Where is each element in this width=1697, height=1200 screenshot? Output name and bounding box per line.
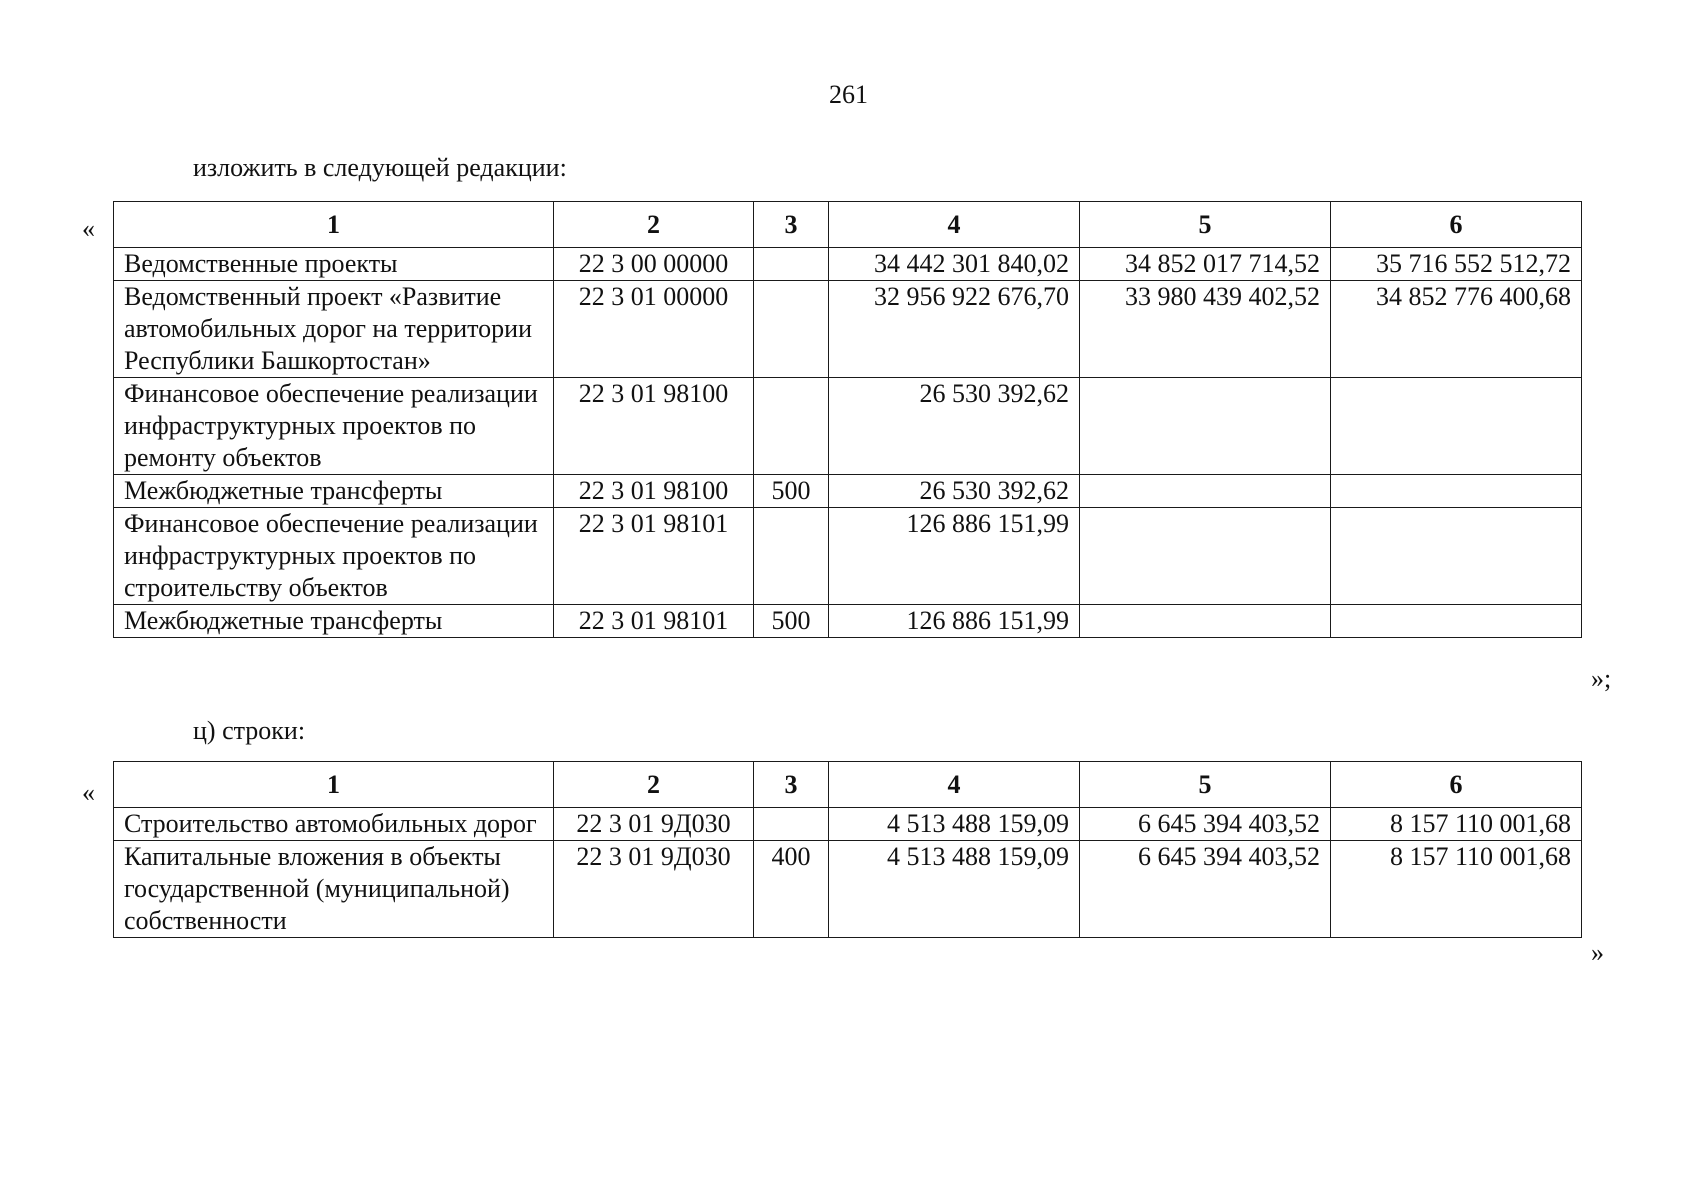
closing-quote-2: » xyxy=(1591,938,1604,967)
row-name: Финансовое обеспечение реализации инфраструктурных проектов по строительству объектов xyxy=(114,508,554,605)
row-value-4: 126 886 151,99 xyxy=(829,508,1080,605)
row-kind: 500 xyxy=(754,605,829,638)
row-code: 22 3 01 98101 xyxy=(554,605,754,638)
budget-table-1 xyxy=(113,201,1582,638)
intro-text-1: изложить в следующей редакции: xyxy=(193,153,567,182)
row-value-5: 6 645 394 403,52 xyxy=(1080,841,1331,938)
row-value-5: 34 852 017 714,52 xyxy=(1080,248,1331,281)
row-value-6 xyxy=(1331,378,1582,475)
row-value-4: 34 442 301 840,02 xyxy=(829,248,1080,281)
row-value-5: 6 645 394 403,52 xyxy=(1080,808,1331,841)
row-name: Финансовое обеспечение реализации инфраструктурных проектов по ремонту объектов xyxy=(114,378,554,475)
row-value-4: 32 956 922 676,70 xyxy=(829,281,1080,378)
row-value-6: 8 157 110 001,68 xyxy=(1331,841,1582,938)
budget-table-2 xyxy=(113,761,1582,938)
row-code: 22 3 01 9Д030 xyxy=(554,808,754,841)
column-header-3: 3 xyxy=(754,202,829,248)
table-row xyxy=(114,378,1582,475)
opening-quote-1: « xyxy=(82,214,95,243)
row-value-6 xyxy=(1331,605,1582,638)
row-value-6 xyxy=(1331,508,1582,605)
row-kind xyxy=(754,508,829,605)
column-header-6: 6 xyxy=(1331,202,1582,248)
column-header-4: 4 xyxy=(829,202,1080,248)
column-header-1: 1 xyxy=(114,762,554,808)
intro-text-2: ц) строки: xyxy=(193,716,306,745)
row-name: Ведомственные проекты xyxy=(114,248,554,281)
row-value-4: 4 513 488 159,09 xyxy=(829,808,1080,841)
column-header-3: 3 xyxy=(754,762,829,808)
table-row xyxy=(114,605,1582,638)
row-name: Капитальные вложения в объекты государственной (муниципальной) собственности xyxy=(114,841,554,938)
table-row xyxy=(114,281,1582,378)
table-row xyxy=(114,508,1582,605)
opening-quote-2: « xyxy=(82,778,95,807)
table-row xyxy=(114,475,1582,508)
row-kind xyxy=(754,808,829,841)
row-code: 22 3 00 00000 xyxy=(554,248,754,281)
row-value-6: 34 852 776 400,68 xyxy=(1331,281,1582,378)
table-row xyxy=(114,808,1582,841)
row-value-6: 8 157 110 001,68 xyxy=(1331,808,1582,841)
row-value-4: 26 530 392,62 xyxy=(829,378,1080,475)
row-kind: 500 xyxy=(754,475,829,508)
table-header-row xyxy=(114,762,1582,808)
row-name: Строительство автомобильных дорог xyxy=(114,808,554,841)
row-value-5 xyxy=(1080,475,1331,508)
row-name: Межбюджетные трансферты xyxy=(114,605,554,638)
row-kind xyxy=(754,281,829,378)
row-value-6 xyxy=(1331,475,1582,508)
table-row xyxy=(114,248,1582,281)
row-value-6: 35 716 552 512,72 xyxy=(1331,248,1582,281)
table-row xyxy=(114,841,1582,938)
row-code: 22 3 01 9Д030 xyxy=(554,841,754,938)
page-number: 261 xyxy=(829,80,868,109)
column-header-2: 2 xyxy=(554,762,754,808)
column-header-5: 5 xyxy=(1080,202,1331,248)
column-header-2: 2 xyxy=(554,202,754,248)
row-name: Ведомственный проект «Развитие автомобильных дорог на территории Республики Башкортостан» xyxy=(114,281,554,378)
row-code: 22 3 01 00000 xyxy=(554,281,754,378)
column-header-5: 5 xyxy=(1080,762,1331,808)
row-name: Межбюджетные трансферты xyxy=(114,475,554,508)
column-header-4: 4 xyxy=(829,762,1080,808)
table-header-row xyxy=(114,202,1582,248)
row-value-4: 126 886 151,99 xyxy=(829,605,1080,638)
row-value-4: 4 513 488 159,09 xyxy=(829,841,1080,938)
column-header-1: 1 xyxy=(114,202,554,248)
row-value-5 xyxy=(1080,508,1331,605)
row-value-5: 33 980 439 402,52 xyxy=(1080,281,1331,378)
row-value-5 xyxy=(1080,378,1331,475)
column-header-6: 6 xyxy=(1331,762,1582,808)
row-value-4: 26 530 392,62 xyxy=(829,475,1080,508)
row-kind xyxy=(754,378,829,475)
row-value-5 xyxy=(1080,605,1331,638)
row-kind xyxy=(754,248,829,281)
row-code: 22 3 01 98100 xyxy=(554,475,754,508)
row-kind: 400 xyxy=(754,841,829,938)
closing-quote-1: »; xyxy=(1591,664,1612,693)
row-code: 22 3 01 98101 xyxy=(554,508,754,605)
row-code: 22 3 01 98100 xyxy=(554,378,754,475)
